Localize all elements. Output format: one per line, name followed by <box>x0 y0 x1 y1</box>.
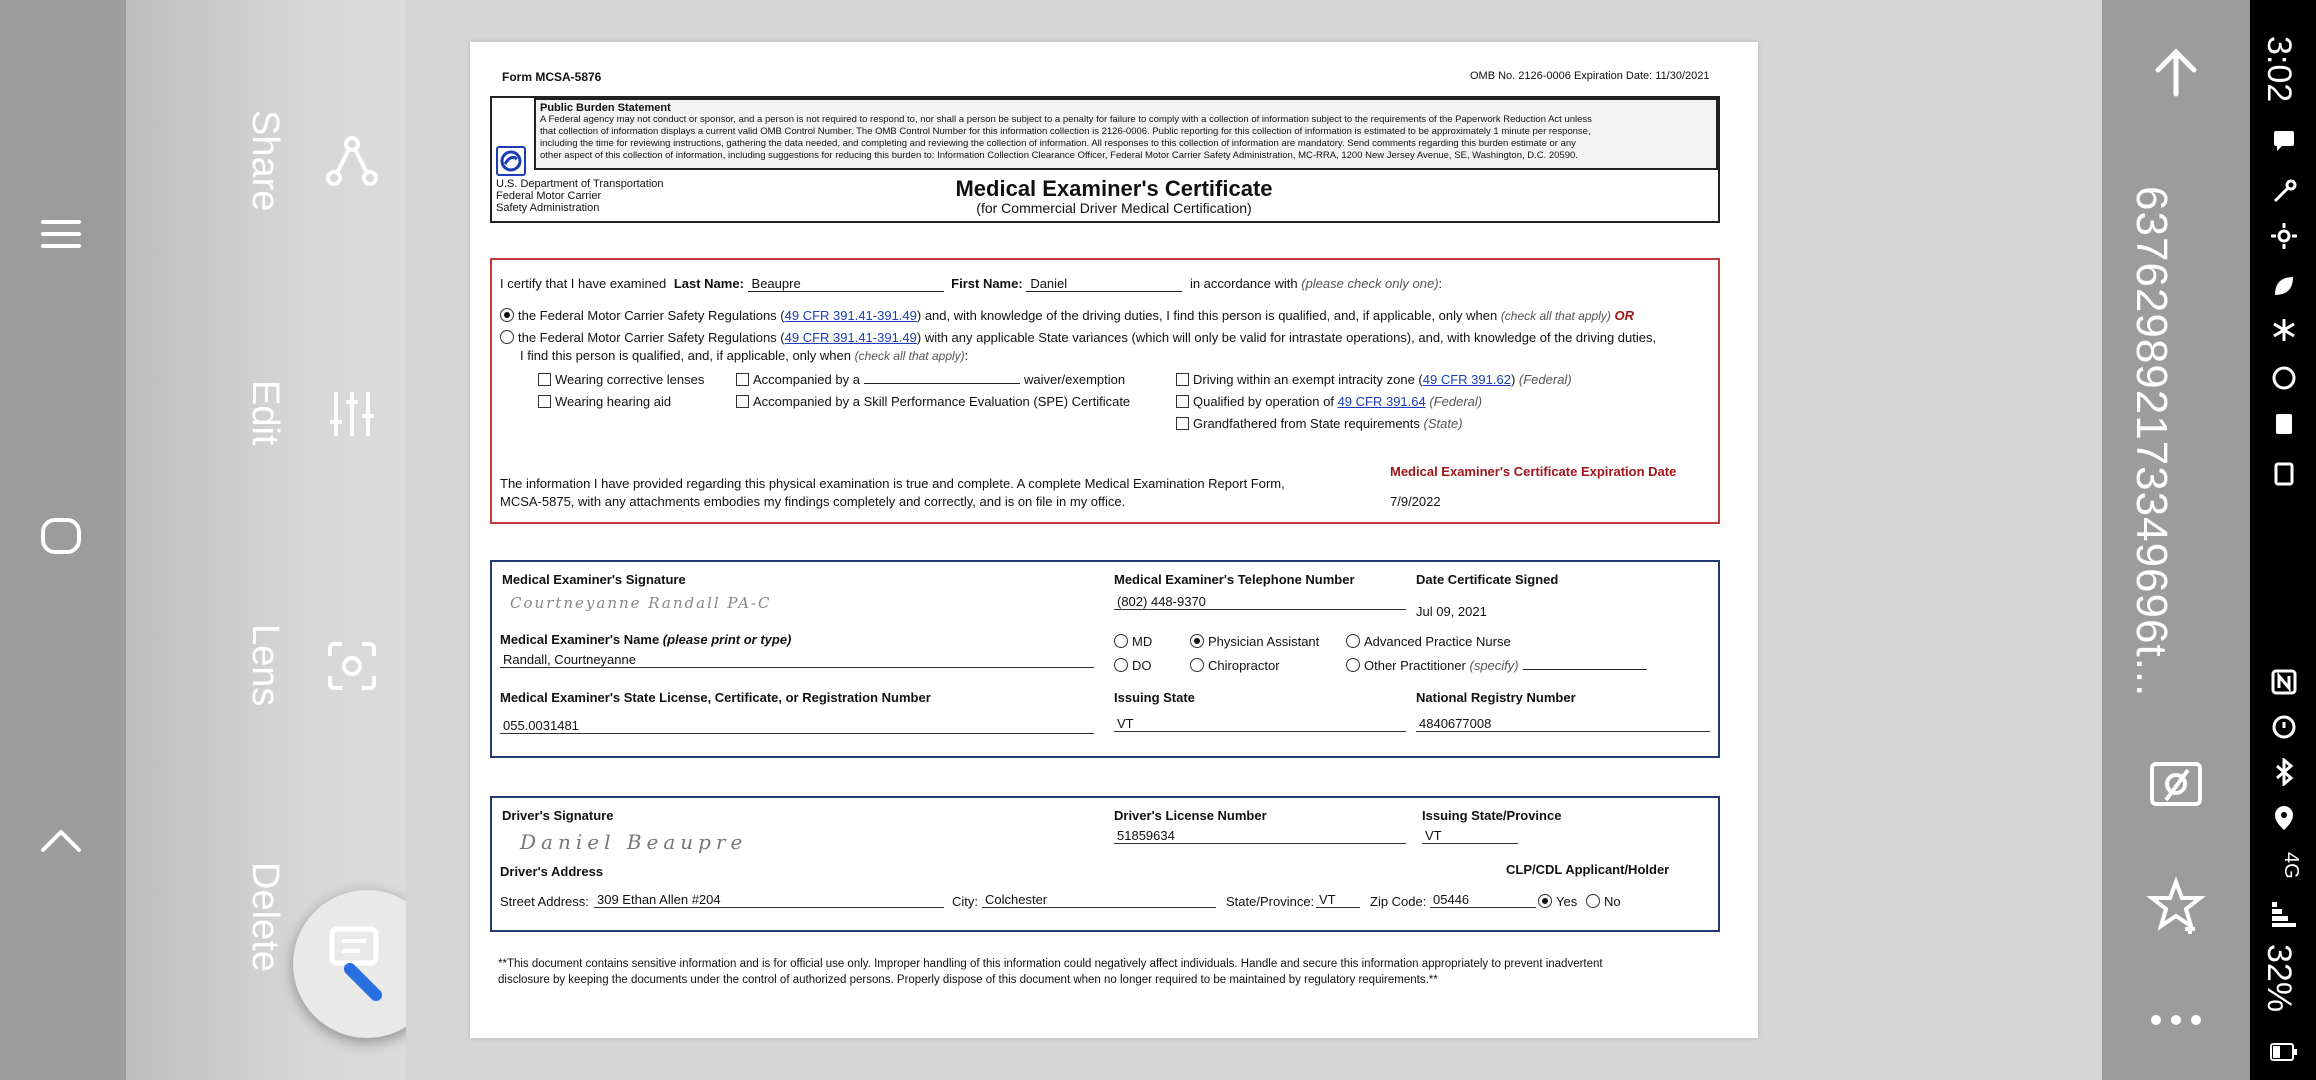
burden-line-2: that collection of information displays a current valid OMB Control Number. The OMB Control Number for this information collection is 2126-0006. Public reporting for this collection of information is estimated to be approximately 1 minute per response, <box>540 126 1591 137</box>
date-signed: Jul 09, 2021 <box>1416 604 1487 619</box>
share-icon <box>326 136 378 188</box>
file-name: 637629892173349696t... <box>2127 186 2176 698</box>
screenshot-capture-button[interactable] <box>2146 754 2206 814</box>
last-name-value: Beaupre <box>748 276 944 292</box>
medical-certificate-page <box>470 42 1758 1038</box>
capture-icon <box>2148 756 2204 812</box>
system-nav-bar <box>0 0 126 1080</box>
screenshot-actions-rail <box>2102 0 2250 1080</box>
status-bar <box>2250 0 2316 1080</box>
option-state-radio[interactable] <box>500 330 514 344</box>
driver-state: VT <box>1422 828 1518 844</box>
cb-qualified-link[interactable]: 49 CFR 391.64 <box>1337 394 1426 409</box>
pen-on-note-icon <box>322 919 412 1009</box>
issuing-state: VT <box>1114 716 1406 732</box>
or-label: OR <box>1614 308 1634 323</box>
cb-waiver-label-a: Accompanied by a <box>753 372 860 387</box>
me-signature-label: Medical Examiner's Signature <box>502 572 686 587</box>
license-number: 055.0031481 <box>500 718 1094 734</box>
edit-button[interactable] <box>326 388 378 440</box>
up-arrow-icon <box>2150 46 2202 98</box>
cb-intracity-label: Driving within an exempt intracity zone ( <box>1193 372 1423 387</box>
burden-line-4: other aspect of this collection of information, including suggestions for reducing this burden to: Information Collection Clearance Officer, Federal Motor Carrier Safety Administration, MC-RRA, 1200 New Jersey Avenue, SE, Washington, D.C. 20590. <box>540 150 1578 161</box>
credential-pa[interactable] <box>1190 634 1319 649</box>
driver-license: 51859634 <box>1114 828 1406 844</box>
cb-qualified-label: Qualified by operation of <box>1193 394 1334 409</box>
screenshot-editor-toolbar <box>126 0 406 1080</box>
cb-hearing-label: Wearing hearing aid <box>555 394 672 409</box>
me-name-label: Medical Examiner's Name <box>500 632 660 647</box>
credential-other-hint: (specify) <box>1469 658 1519 673</box>
clp-yes[interactable] <box>1538 894 1577 909</box>
clock: 3:02 <box>2260 36 2298 103</box>
lens-label: Lens <box>244 624 286 707</box>
credential-other-label: Other Practitioner <box>1364 658 1466 673</box>
cb-intracity-link[interactable]: 49 CFR 391.62 <box>1422 372 1511 387</box>
up-arrow-button[interactable] <box>2146 42 2206 102</box>
credential-other[interactable] <box>1346 658 1647 673</box>
me-signature: Courtneyanne Randall PA-C <box>510 594 772 612</box>
me-name: Randall, Courtneyanne <box>500 652 1094 668</box>
credential-md-label: MD <box>1132 634 1153 649</box>
certificate-subtitle: (for Commercial Driver Medical Certification) <box>976 200 1252 216</box>
home-button[interactable] <box>33 508 89 564</box>
share-button[interactable] <box>326 136 378 188</box>
expiration-label: Medical Examiner's Certificate Expiration Date <box>1390 464 1677 479</box>
city-label: City: <box>952 894 978 909</box>
more-options-button[interactable] <box>2146 990 2206 1050</box>
option-state-link[interactable]: 49 CFR 391.41-391.49 <box>784 330 917 345</box>
first-name-label: First Name: <box>951 276 1023 291</box>
recent-apps-icon <box>37 210 85 258</box>
street-value: 309 Ethan Allen #204 <box>594 892 944 908</box>
back-chevron-icon <box>37 816 85 864</box>
edit-label: Edit <box>244 380 286 446</box>
first-name-value: Daniel <box>1026 276 1182 292</box>
message-icon <box>2268 124 2300 156</box>
dot-line-1: U.S. Department of Transportation <box>496 178 664 190</box>
delete-label: Delete <box>244 862 286 972</box>
location-icon <box>2268 802 2300 834</box>
leaf-icon <box>2268 270 2300 302</box>
option-federal-text-a: the Federal Motor Carrier Safety Regulations ( <box>518 308 785 323</box>
cb-spe-label: Accompanied by a Skill Performance Evaluation (SPE) Certificate <box>753 394 1131 409</box>
clp-no[interactable] <box>1586 894 1621 909</box>
recent-apps-button[interactable] <box>33 206 89 262</box>
me-phone: (802) 448-9370 <box>1114 594 1406 610</box>
burden-title: Public Burden Statement <box>540 102 671 114</box>
check-one-hint: (please check only one) <box>1301 276 1439 291</box>
me-phone-label: Medical Examiner's Telephone Number <box>1114 572 1355 587</box>
stprov-value: VT <box>1316 892 1360 908</box>
network-type: 4G <box>2280 852 2302 879</box>
cb-lenses[interactable] <box>538 372 704 387</box>
city-value: Colchester <box>982 892 1216 908</box>
omb-number: OMB No. 2126-0006 Expiration Date: 11/30/2021 <box>1470 70 1710 82</box>
driver-signature: Daniel Beaupre <box>520 830 748 854</box>
zip-value: 05446 <box>1430 892 1536 908</box>
date-signed-label: Date Certificate Signed <box>1416 572 1559 587</box>
street-label: Street Address: <box>500 894 589 909</box>
option-federal-hint: (check all that apply) <box>1500 309 1611 323</box>
certificate-title: Medical Examiner's Certificate <box>955 176 1273 201</box>
nfc-icon <box>2268 666 2300 698</box>
lens-button[interactable] <box>326 640 378 692</box>
lens-icon <box>326 640 378 692</box>
clp-no-label: No <box>1604 894 1621 909</box>
option-state-hint: (check all that apply) <box>854 349 965 363</box>
attestation-line-2: MCSA-5875, with any attachments embodies my findings completely and correctly, and is on file in my office. <box>500 494 1126 509</box>
stprov-label: State/Province: <box>1226 894 1315 909</box>
cb-waiver[interactable] <box>736 372 1125 387</box>
footer-line-1: **This document contains sensitive information and is for official use only. Improper handling of this information could negatively affect individuals. Handle and secure this information appropriately to prevent inadvertent <box>498 958 1603 970</box>
alarm-icon <box>2268 710 2300 742</box>
clp-yes-label: Yes <box>1556 894 1578 909</box>
cb-grandfathered[interactable] <box>1176 416 1463 431</box>
option-federal-text-b: ) and, with knowledge of the driving duties, I find this person is qualified, and, if applicable, only when <box>916 308 1498 323</box>
me-name-label-row <box>500 632 791 647</box>
dot-logo <box>496 146 526 176</box>
burden-line-3: including the time for reviewing instructions, gathering the data needed, and completing and reviewing the collection of information. All responses to this collection of information are mandatory. Send comments regarding this burden estimate or any <box>540 138 1576 149</box>
driver-state-label: Issuing State/Province <box>1422 808 1562 823</box>
option-federal-radio[interactable] <box>500 308 514 322</box>
driver-signature-label: Driver's Signature <box>502 808 614 823</box>
back-button[interactable] <box>33 812 89 868</box>
clp-label: CLP/CDL Applicant/Holder <box>1506 862 1670 877</box>
driver-license-label: Driver's License Number <box>1114 808 1267 823</box>
credential-apn-label: Advanced Practice Nurse <box>1364 634 1511 649</box>
cb-grandfathered-label: Grandfathered from State requirements <box>1193 416 1420 431</box>
rotate-star-icon <box>2146 876 2206 936</box>
cb-lenses-label: Wearing corrective lenses <box>555 372 705 387</box>
option-state-text-b: ) with any applicable State variances (which will only be valid for intrastate operations), and, with knowledge of the driving duties, <box>916 330 1657 345</box>
credential-do[interactable] <box>1114 658 1152 673</box>
option-state-line-2: I find this person is qualified, and, if applicable, only when (check all that apply): <box>520 348 969 363</box>
sim-card-icon <box>2268 408 2300 440</box>
cb-intracity[interactable] <box>1176 372 1572 387</box>
expiration-date: 7/9/2022 <box>1390 494 1441 509</box>
tools-icon <box>2268 176 2300 208</box>
credential-do-label: DO <box>1132 658 1152 673</box>
battery-icon <box>2268 1036 2300 1068</box>
credential-chiro-label: Chiropractor <box>1208 658 1280 673</box>
license-label: Medical Examiner's State License, Certificate, or Registration Number <box>500 690 931 705</box>
screenshot-preview[interactable] <box>406 0 2102 1080</box>
cb-intracity-close: ) <box>1510 372 1516 387</box>
credential-md[interactable] <box>1114 634 1152 649</box>
option-federal-row[interactable] <box>500 308 1634 323</box>
me-name-hint: (please print or type) <box>662 632 792 647</box>
accordance-text: in accordance with <box>1189 276 1298 291</box>
last-name-label: Last Name: <box>673 276 744 291</box>
rotate-button[interactable] <box>2146 876 2206 936</box>
registry-number: 4840677008 <box>1416 716 1710 732</box>
fan-icon <box>2268 314 2300 346</box>
issuing-state-label: Issuing State <box>1114 690 1195 705</box>
option-state-row[interactable] <box>500 330 1656 345</box>
cb-qualified-tag: (Federal) <box>1429 394 1483 409</box>
cb-spe[interactable] <box>736 394 1130 409</box>
attestation-line-1: The information I have provided regarding this physical examination is true and complete. A complete Medical Examination Report Form, <box>500 476 1285 491</box>
cb-intracity-tag: (Federal) <box>1518 372 1572 387</box>
option-state-text-a: the Federal Motor Carrier Safety Regulations ( <box>518 330 785 345</box>
credential-pa-label: Physician Assistant <box>1208 634 1320 649</box>
certify-line: I certify that I have examined Last Name: Beaupre First Name: Daniel in accordance with (please check only one): <box>500 276 1443 291</box>
circle-icon <box>2268 362 2300 394</box>
footer-line-2: disclosure by keeping the documents under the control of authorized persons. Properly dispose of this document when no longer required to be maintained by regulatory requirements.** <box>498 974 1438 986</box>
credential-apn[interactable] <box>1346 634 1511 649</box>
sliders-icon <box>326 388 378 440</box>
credential-chiro[interactable] <box>1190 658 1280 673</box>
battery-percent: 32% <box>2260 944 2298 1013</box>
cb-grandfathered-tag: (State) <box>1423 416 1463 431</box>
dot-line-2: Federal Motor Carrier <box>496 190 602 202</box>
settings-gear-icon <box>2268 220 2300 252</box>
more-dots-icon <box>2148 1010 2204 1030</box>
home-icon <box>37 512 85 560</box>
cb-waiver-label-b: waiver/exemption <box>1023 372 1126 387</box>
driver-address-label: Driver's Address <box>500 864 604 879</box>
screen-icon <box>2268 458 2300 490</box>
certify-label: I certify that I have examined <box>500 276 667 291</box>
option-federal-link[interactable]: 49 CFR 391.41-391.49 <box>784 308 917 323</box>
zip-label: Zip Code: <box>1370 894 1427 909</box>
option-state-text-c: I find this person is qualified, and, if applicable, only when <box>520 348 851 363</box>
signal-icon <box>2268 898 2300 930</box>
cb-qualified[interactable] <box>1176 394 1482 409</box>
burden-line-1: A Federal agency may not conduct or sponsor, and a person is not required to respond to, nor shall a person be subject to a penalty for failure to comply with a collection of information subject to the requirements of the Paperwork Reduction Act unless <box>540 114 1592 125</box>
share-label: Share <box>244 110 286 212</box>
bluetooth-icon <box>2268 756 2300 788</box>
cb-hearing[interactable] <box>538 394 671 409</box>
form-id: Form MCSA-5876 <box>502 70 602 84</box>
dot-line-3: Safety Administration <box>496 202 600 214</box>
registry-label: National Registry Number <box>1416 690 1576 705</box>
